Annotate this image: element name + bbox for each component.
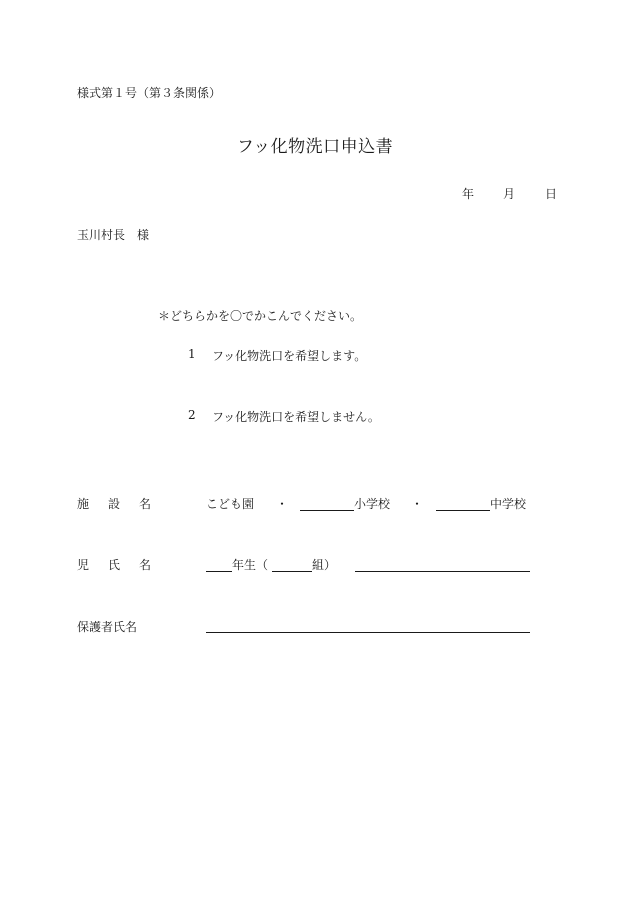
separator-2: ・ [411, 497, 424, 511]
separator-1: ・ [276, 497, 289, 511]
grade-field[interactable] [206, 571, 232, 572]
kindergarten-option[interactable]: こども園 [206, 497, 255, 511]
facility-label: 施 設 名 [77, 497, 152, 511]
elementary-name-field[interactable] [300, 510, 354, 511]
child-name-label: 児 氏 名 [77, 558, 152, 572]
form-number: 様式第１号（第３条関係） [77, 86, 222, 100]
elementary-label: 小学校 [354, 497, 391, 511]
day-label: 日 [545, 187, 558, 201]
option-1-number: 1 [188, 347, 196, 361]
grade-suffix: 年生（ [232, 558, 269, 572]
instruction: ＊どちらかを〇でかこんでください。 [158, 309, 363, 323]
option-2-number: 2 [188, 408, 196, 422]
option-2-text: フッ化物洗口を希望しません。 [212, 410, 380, 424]
month-label: 月 [503, 187, 516, 201]
year-label: 年 [462, 187, 475, 201]
junior-high-name-field[interactable] [436, 510, 490, 511]
page-title: フッ化物洗口申込書 [236, 137, 394, 157]
junior-high-label: 中学校 [490, 497, 527, 511]
guardian-name-field[interactable] [206, 632, 530, 633]
class-field[interactable] [272, 571, 312, 572]
child-name-field[interactable] [355, 571, 530, 572]
class-suffix: 組） [312, 558, 337, 572]
addressee: 玉川村長 様 [77, 228, 150, 242]
guardian-name-label: 保護者氏名 [77, 620, 138, 634]
option-1-text: フッ化物洗口を希望します。 [212, 349, 367, 363]
